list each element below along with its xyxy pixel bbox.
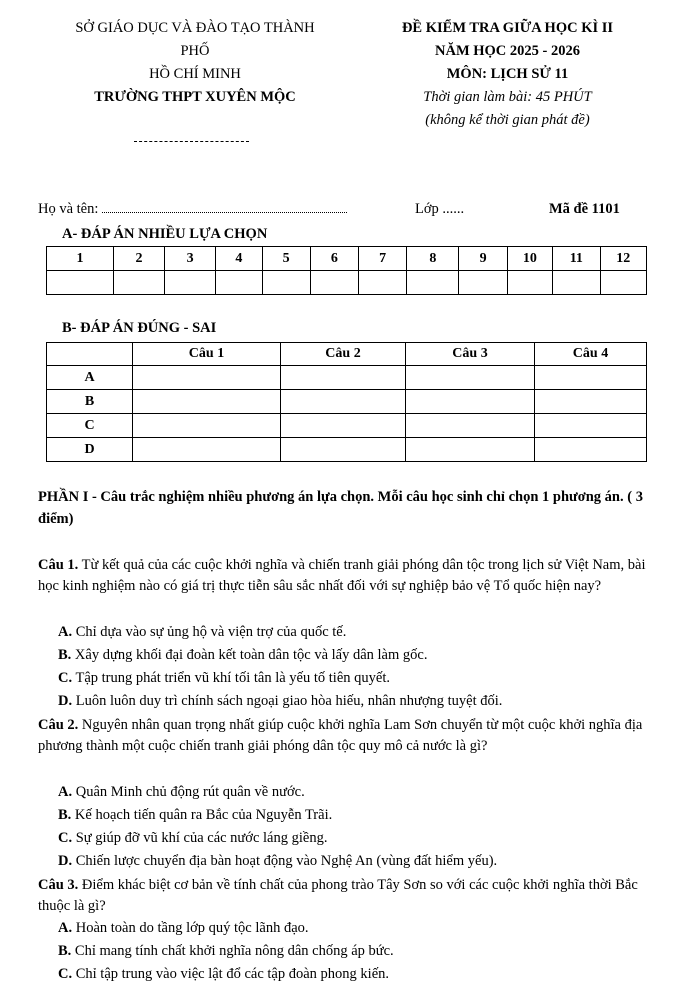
name-label: Họ và tên: (38, 201, 99, 217)
question-1-option-a[interactable] (58, 624, 346, 641)
row-label-a: A (47, 366, 133, 390)
col-header-5: 5 (262, 247, 310, 271)
answer-cell-b1-d[interactable] (133, 438, 281, 462)
exam-code: Mã đề 1101 (549, 201, 620, 217)
option-text: Tập trung phát triển vũ khí tối tân là yếu tố tiên quyết. (72, 670, 390, 686)
answer-cell-b1-b[interactable] (133, 390, 281, 414)
question-1-option-b[interactable] (58, 647, 427, 664)
school-year: NĂM HỌC 2025 - 2026 (435, 43, 580, 59)
answer-cell-b3-a[interactable] (406, 366, 535, 390)
header-right (355, 17, 660, 132)
option-text: Quân Minh chủ động rút quân về nước. (72, 784, 305, 800)
answer-grid-a-header-row (47, 247, 647, 271)
question-1-option-c[interactable] (58, 670, 390, 687)
answer-cell-11[interactable] (553, 271, 600, 295)
grid-b-corner (47, 343, 133, 366)
answer-cell-b1-a[interactable] (133, 366, 281, 390)
answer-cell-b4-a[interactable] (535, 366, 647, 390)
col-header-11: 11 (553, 247, 600, 271)
question-1-option-d[interactable] (58, 693, 502, 710)
answer-cell-6[interactable] (310, 271, 358, 295)
option-key: C. (58, 830, 73, 846)
col-header-9: 9 (459, 247, 507, 271)
question-3-option-b[interactable] (58, 943, 394, 960)
col-header-12: 12 (600, 247, 646, 271)
answer-grid-a (46, 246, 647, 295)
answer-grid-b-row-a (47, 366, 647, 390)
answer-cell-7[interactable] (359, 271, 407, 295)
subject: MÔN: LỊCH SỬ 11 (446, 66, 569, 82)
section-b-title: B- ĐÁP ÁN ĐÚNG - SAI (62, 320, 217, 336)
answer-cell-9[interactable] (459, 271, 507, 295)
department-line-2: PHỐ (180, 43, 210, 59)
col-header-2: 2 (113, 247, 164, 271)
answer-cell-12[interactable] (600, 271, 646, 295)
answer-cell-b3-c[interactable] (406, 414, 535, 438)
question-3-label: Câu 3. (38, 877, 79, 893)
answer-cell-b2-d[interactable] (281, 438, 406, 462)
answer-cell-b2-a[interactable] (281, 366, 406, 390)
school-name: TRƯỜNG THPT XUYÊN MỘC (94, 89, 296, 105)
question-2-option-d[interactable] (58, 853, 497, 870)
option-text: Hoàn toàn do tầng lớp quý tộc lãnh đạo. (72, 920, 309, 936)
question-3-option-a[interactable] (58, 920, 309, 937)
answer-cell-b3-b[interactable] (406, 390, 535, 414)
option-text: Luôn luôn duy trì chính sách ngoại giao hòa hiếu, nhân nhượng tuyệt đối. (72, 693, 503, 709)
question-2-label: Câu 2. (38, 717, 79, 733)
option-key: C. (58, 966, 73, 982)
option-key: A. (58, 920, 73, 936)
part-1-title: PHẦN I - Câu trắc nghiệm nhiều phương án lựa chọn. Mỗi câu học sinh chỉ chọn 1 phương án. ( 3 điểm) (38, 489, 643, 527)
answer-cell-b2-b[interactable] (281, 390, 406, 414)
class-label: Lớp ...... (415, 201, 465, 217)
col-header-cau-4: Câu 4 (535, 343, 647, 366)
col-header-cau-1: Câu 1 (133, 343, 281, 366)
answer-cell-4[interactable] (216, 271, 262, 295)
option-key: C. (58, 670, 73, 686)
answer-cell-b4-d[interactable] (535, 438, 647, 462)
option-key: B. (58, 647, 72, 663)
answer-grid-b (46, 342, 647, 462)
answer-cell-8[interactable] (407, 271, 459, 295)
col-header-6: 6 (310, 247, 358, 271)
option-text: Chỉ dựa vào sự ủng hộ và viện trợ của quốc tế. (72, 624, 347, 640)
question-2-option-c[interactable] (58, 830, 327, 847)
answer-grid-b-row-d (47, 438, 647, 462)
option-key: A. (58, 784, 73, 800)
answer-cell-5[interactable] (262, 271, 310, 295)
answer-cell-b4-b[interactable] (535, 390, 647, 414)
col-header-1: 1 (47, 247, 114, 271)
answer-cell-3[interactable] (165, 271, 216, 295)
option-text: Sự giúp đỡ vũ khí của các nước láng giềng. (72, 830, 328, 846)
answer-grid-b-row-b (47, 390, 647, 414)
option-key: A. (58, 624, 73, 640)
question-2 (38, 715, 648, 757)
option-key: D. (58, 853, 73, 869)
col-header-cau-3: Câu 3 (406, 343, 535, 366)
department-line-3: HỒ CHÍ MINH (149, 66, 241, 82)
question-2-option-a[interactable] (58, 784, 305, 801)
col-header-10: 10 (507, 247, 552, 271)
time-note: (không kể thời gian phát đề) (425, 112, 590, 128)
col-header-cau-2: Câu 2 (281, 343, 406, 366)
question-3 (38, 875, 648, 917)
answer-grid-a-blank-row (47, 271, 647, 295)
question-3-option-c[interactable] (58, 966, 389, 983)
col-header-4: 4 (216, 247, 262, 271)
name-field[interactable] (38, 201, 347, 218)
option-text: Chỉ tập trung vào việc lật đổ các tập đoàn phong kiến. (72, 966, 390, 982)
option-text: Chỉ mang tính chất khởi nghĩa nông dân chống áp bức. (71, 943, 394, 959)
answer-cell-b3-d[interactable] (406, 438, 535, 462)
answer-cell-10[interactable] (507, 271, 552, 295)
section-a-title: A- ĐÁP ÁN NHIỀU LỰA CHỌN (62, 226, 268, 242)
question-1-text: Từ kết quả của các cuộc khởi nghĩa và chiến tranh giải phóng dân tộc trong lịch sử Việt Nam, bài học kinh nghiệm nào có giá trị thực tiễn sâu sắc nhất đối với sự nghiệp bảo vệ Tổ quốc hiện nay? (38, 557, 646, 594)
option-text: Chiến lược chuyển địa bàn hoạt động vào Nghệ An (vùng đất hiểm yếu). (72, 853, 498, 869)
col-header-7: 7 (359, 247, 407, 271)
option-text: Kế hoạch tiến quân ra Bắc của Nguyễn Trãi. (71, 807, 333, 823)
question-2-option-b[interactable] (58, 807, 332, 824)
question-1-label: Câu 1. (38, 557, 79, 573)
option-key: B. (58, 807, 72, 823)
answer-grid-b-row-c (47, 414, 647, 438)
header-left (40, 17, 350, 109)
row-label-b: B (47, 390, 133, 414)
question-2-text: Nguyên nhân quan trọng nhất giúp cuộc khởi nghĩa Lam Sơn chuyển từ một cuộc khởi nghĩa địa phương thành một cuộc chiến tranh giải phóng dân tộc quy mô cả nước là gì? (38, 717, 643, 754)
answer-cell-b4-c[interactable] (535, 414, 647, 438)
option-text: Xây dựng khối đại đoàn kết toàn dân tộc và lấy dân làm gốc. (71, 647, 428, 663)
col-header-3: 3 (165, 247, 216, 271)
option-key: B. (58, 943, 72, 959)
answer-grid-b-header-row (47, 343, 647, 366)
row-label-c: C (47, 414, 133, 438)
department-line-1: SỞ GIÁO DỤC VÀ ĐÀO TẠO THÀNH (75, 20, 315, 36)
name-dots (102, 202, 347, 213)
answer-cell-b1-c[interactable] (133, 414, 281, 438)
time-allowed: Thời gian làm bài: 45 PHÚT (423, 89, 592, 105)
answer-cell-b2-c[interactable] (281, 414, 406, 438)
row-label-d: D (47, 438, 133, 462)
question-1 (38, 555, 648, 597)
answer-cell-2[interactable] (113, 271, 164, 295)
option-key: D. (58, 693, 73, 709)
exam-title: ĐỀ KIỂM TRA GIỮA HỌC KÌ II (401, 20, 614, 36)
col-header-8: 8 (407, 247, 459, 271)
question-3-text: Điểm khác biệt cơ bản về tính chất của phong trào Tây Sơn so với các cuộc khởi nghĩa thời Bắc thuộc là gì? (38, 877, 638, 914)
answer-cell-1[interactable] (47, 271, 114, 295)
header-divider (134, 141, 249, 142)
